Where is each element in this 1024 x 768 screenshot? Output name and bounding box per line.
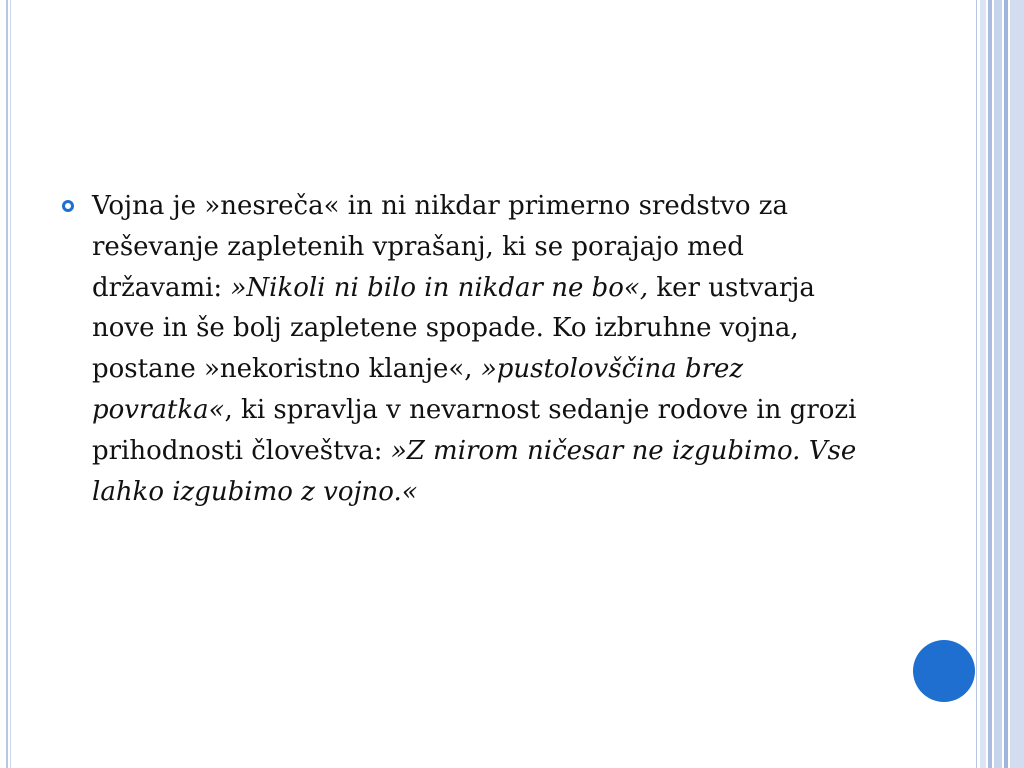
decorative-circle — [913, 640, 975, 702]
bullet-item — [62, 186, 882, 512]
left-frame-line — [6, 0, 8, 768]
text-segment: ker ustvarja nove in še bolj zapletene spopade. Ko izbruhne vojna, postane »nekoristno klanje«, — [92, 272, 815, 385]
left-frame-line-inner — [10, 0, 11, 768]
bullet-text — [92, 186, 882, 512]
text-segment: , ki spravlja v nevarnost sedanje rodove in grozi prihodnosti človeštva: — [92, 394, 857, 466]
right-decorative-band — [980, 0, 1024, 768]
italic-quote: »pustolovščina brez povratka« — [92, 354, 744, 425]
text-segment: Vojna je »nesreča« in ni nikdar primerno sredstvo za reševanje zapletenih vprašanj, ki se porajajo med državami: — [92, 191, 788, 303]
right-frame-line — [976, 0, 977, 768]
italic-quote: »Nikoli ni bilo in nikdar ne bo«, — [230, 272, 649, 303]
slide-content — [62, 186, 882, 512]
italic-quote: »Z mirom ničesar ne izgubimo. Vse lahko izgubimo z vojno.« — [92, 435, 857, 507]
ring-bullet-icon — [62, 200, 74, 212]
